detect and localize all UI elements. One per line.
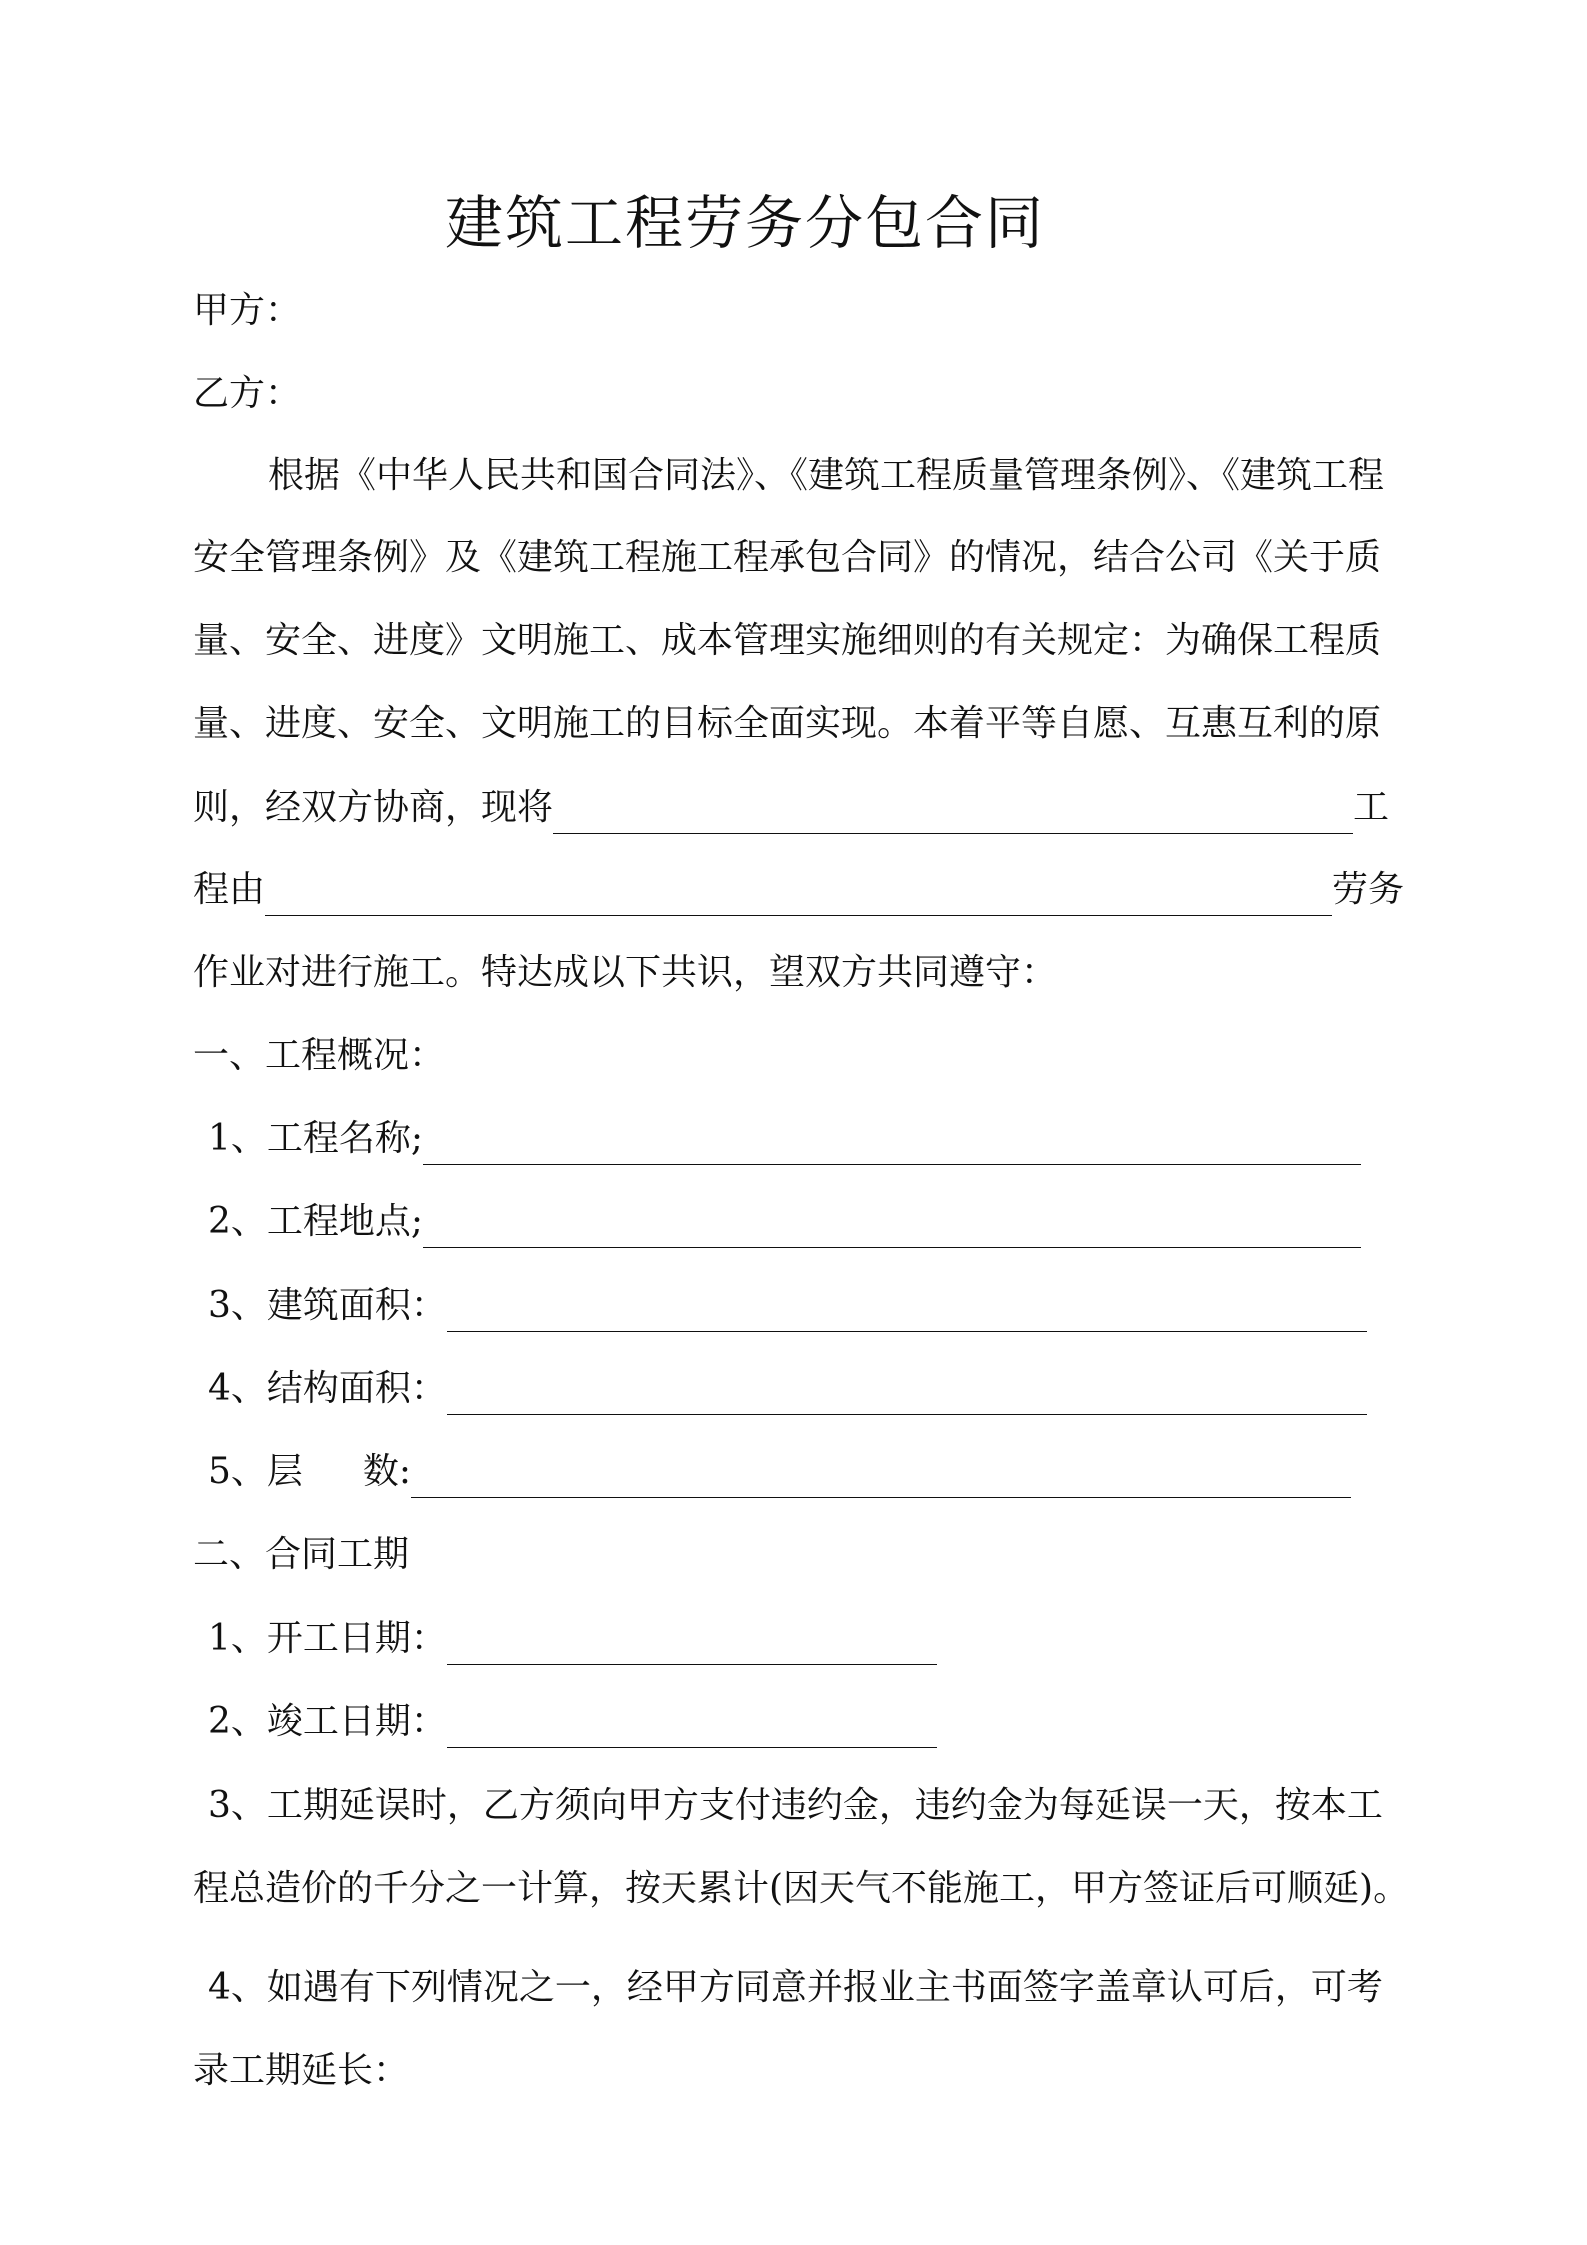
end-date-label: 2、竣工日期： [208,1701,447,1742]
item-floors-label-pre: 5、层 [208,1451,303,1492]
preamble-line-5-text: 则，经双方协商，现将 [193,787,554,828]
structure-area-field[interactable] [447,1378,1367,1415]
item-structure-area-label: 4、结构面积： [208,1368,447,1409]
floors-field[interactable] [411,1461,1351,1498]
clause-4-line-2: 录工期延长： [193,2050,410,2091]
preamble-line-7: 作业对进行施工。特达成以下共识，望双方共同遵守： [193,952,1058,993]
document-title: 建筑工程劳务分包合同 [444,189,1045,257]
building-area-field[interactable] [447,1295,1367,1332]
party-b-label: 乙方： [193,373,302,414]
preamble-line-6-text: 程由 [193,869,266,910]
section-2-heading: 二、合同工期 [193,1534,410,1575]
section-1-heading: 一、工程概况： [193,1035,446,1076]
preamble-line-2: 安全管理条例》及《建筑工程施工程承包合同》的情况，结合公司《关于质 [193,537,1382,578]
preamble-line-6-tail: 劳务 [1332,869,1405,910]
item-floors [208,1446,1428,1498]
item-end-date [208,1696,1428,1748]
project-name-blank[interactable] [553,797,1353,834]
project-name-field[interactable] [423,1128,1361,1165]
preamble-line-4: 量、进度、安全、文明施工的目标全面实现。本着平等自愿、互惠互利的原 [193,703,1382,744]
end-date-field[interactable] [447,1711,937,1748]
item-project-name-label: 1、工程名称; [208,1118,424,1159]
clause-4-line-1: 4、如遇有下列情况之一，经甲方同意并报业主书面签字盖章认可后，可考 [208,1967,1383,2008]
item-structure-area [208,1363,1428,1415]
clause-3-line-2: 程总造价的千分之一计算，按天累计(因天气不能施工，甲方签证后可顺延)。 [193,1868,1410,1909]
party-a-label: 甲方： [193,290,302,331]
item-building-area-label: 3、建筑面积： [208,1285,447,1326]
item-floors-label-post: 数: [362,1451,412,1492]
preamble-line-3: 量、安全、进度》文明施工、成本管理实施细则的有关规定：为确保工程质 [193,620,1382,661]
preamble-line-5-tail: 工 [1353,787,1390,828]
preamble-line-5 [193,782,1413,834]
item-project-name [208,1113,1428,1165]
start-date-field[interactable] [447,1628,937,1665]
subcontractor-blank[interactable] [265,879,1332,916]
project-location-field[interactable] [423,1211,1361,1248]
item-start-date [208,1613,1428,1665]
preamble-line-6 [193,864,1413,916]
item-building-area [208,1280,1428,1332]
start-date-label: 1、开工日期： [208,1618,447,1659]
preamble-line-1: 根据《中华人民共和国合同法》、《建筑工程质量管理条例》、《建筑工程 [268,455,1385,496]
item-project-location [208,1196,1428,1248]
clause-3-line-1: 3、工期延误时，乙方须向甲方支付违约金，违约金为每延误一天，按本工 [208,1785,1383,1826]
item-project-location-label: 2、工程地点; [208,1201,424,1242]
